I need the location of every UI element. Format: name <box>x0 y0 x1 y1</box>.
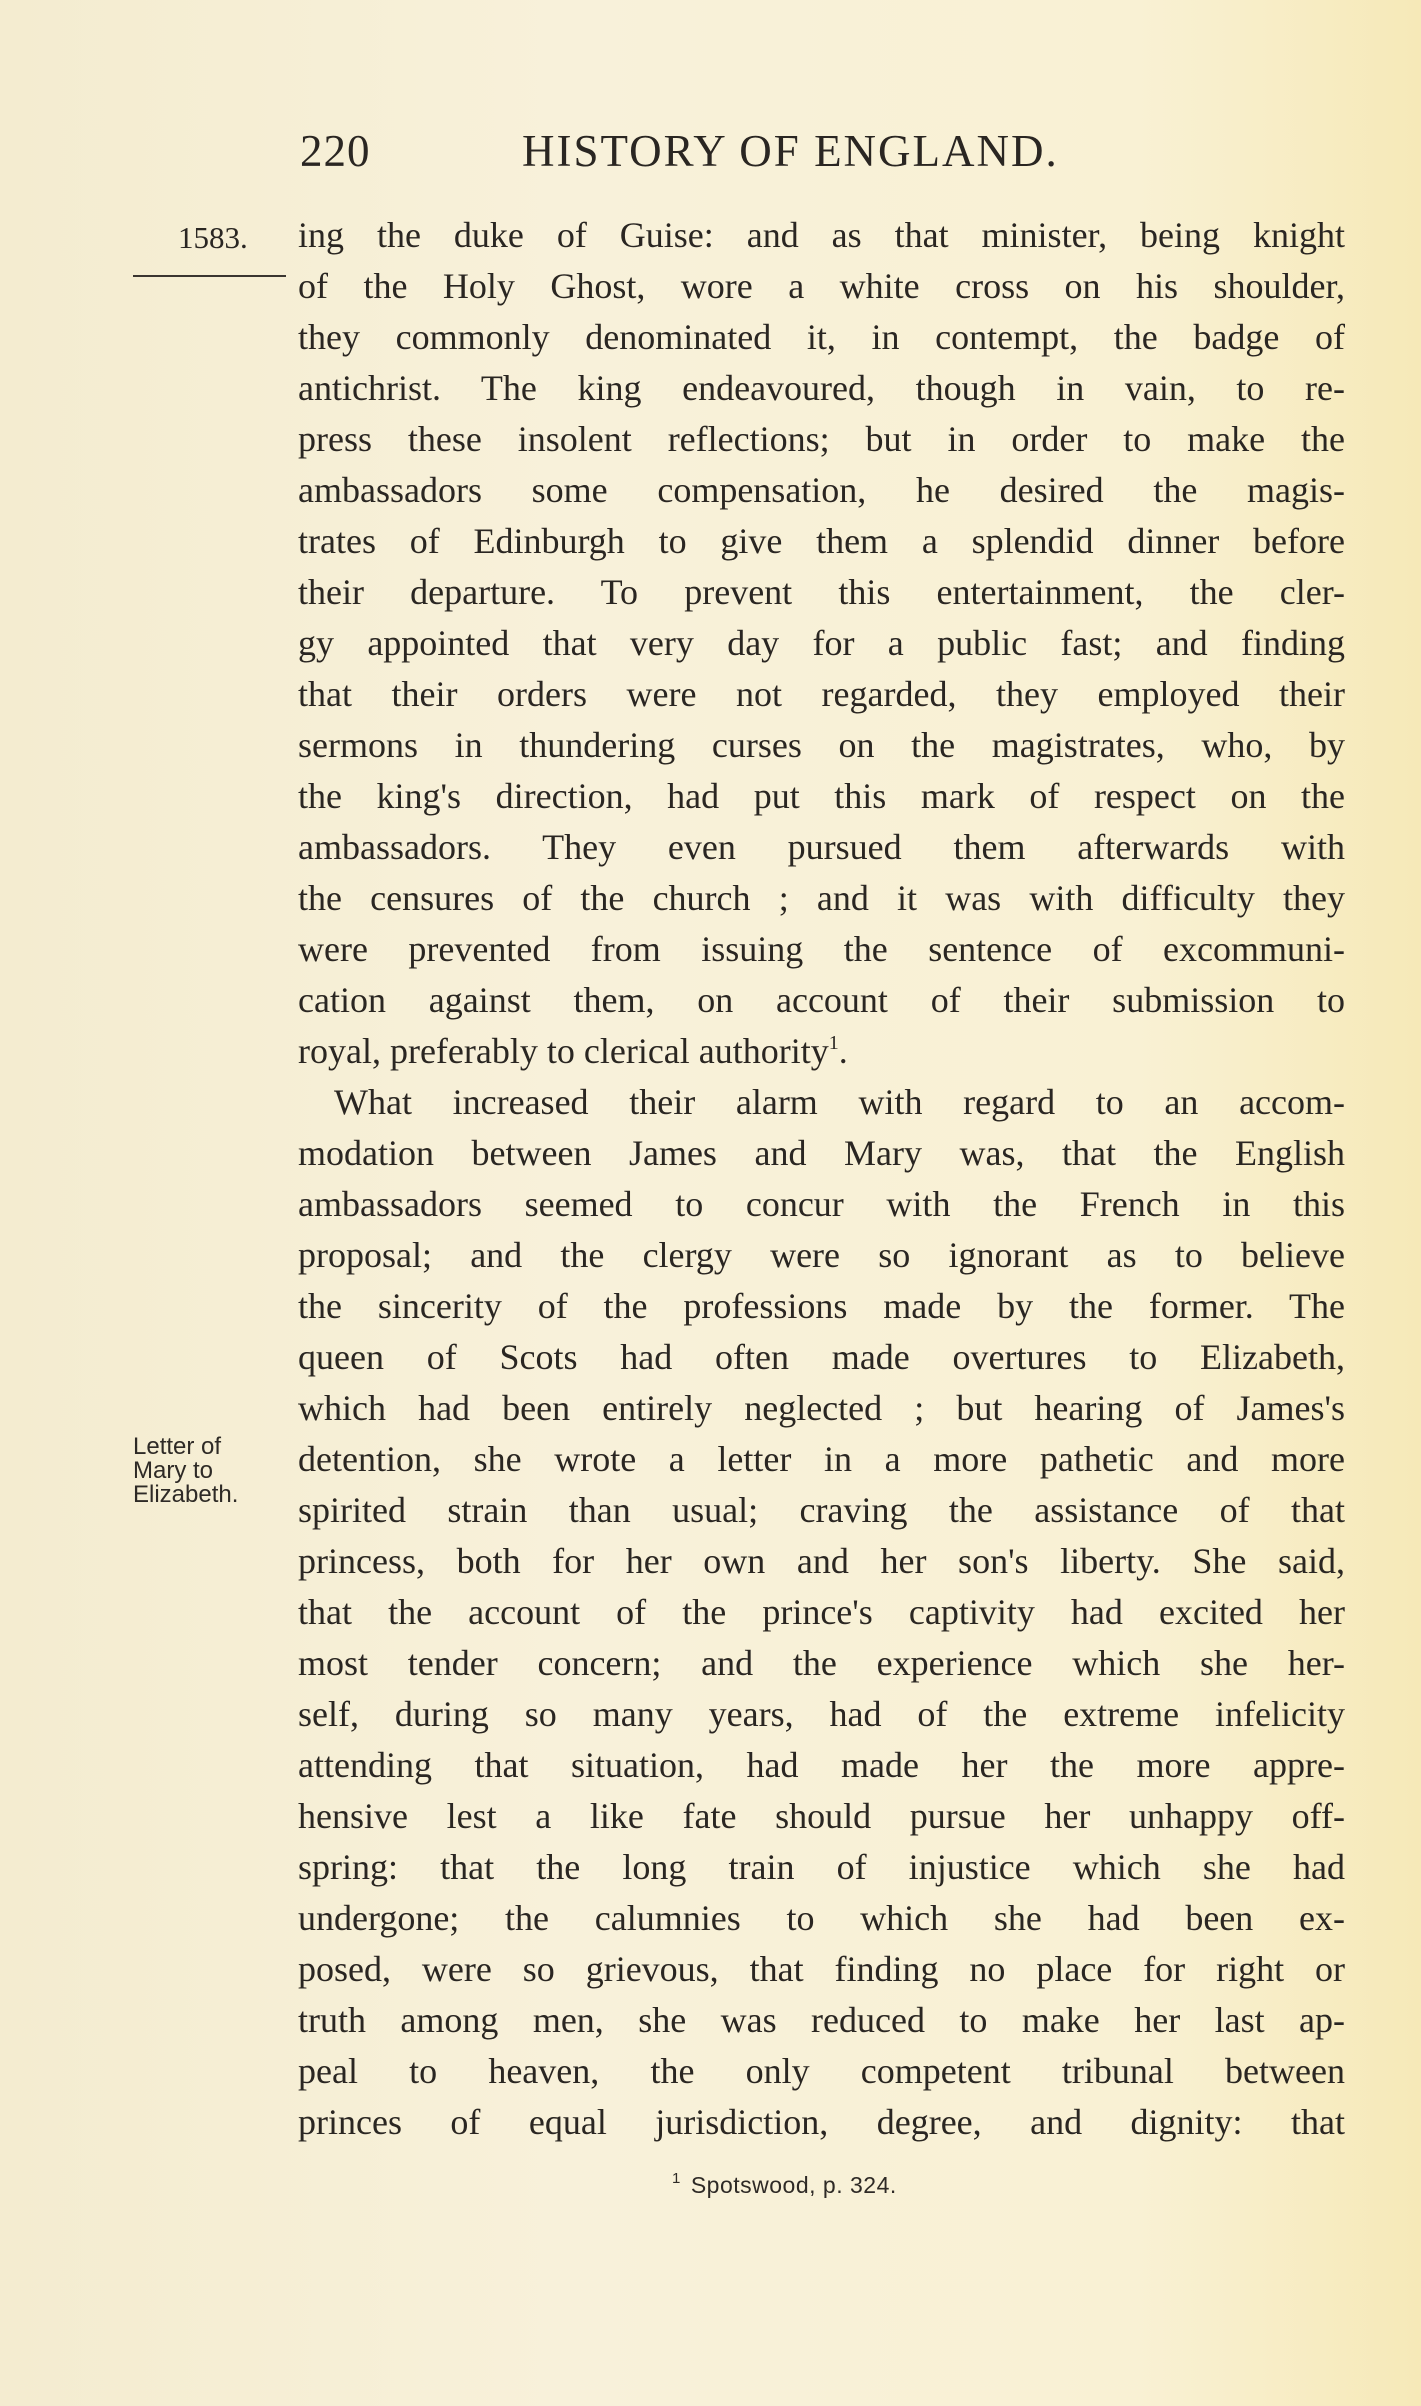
footnote-marker: 1 <box>672 2170 681 2187</box>
page-number: 220 <box>300 126 371 176</box>
text-line: their departure. To prevent this entertainment, the cler- <box>298 572 1345 612</box>
text-line: the sincerity of the professions made by the former. The <box>298 1286 1345 1326</box>
text-line: hensive lest a like fate should pursue her unhappy off- <box>298 1796 1345 1836</box>
text-line: that the account of the prince's captivity had excited her <box>298 1592 1345 1632</box>
text-line: truth among men, she was reduced to make her last ap- <box>298 2000 1345 2040</box>
footnote-text: Spotswood, p. 324. <box>690 2172 897 2198</box>
text-line: proposal; and the clergy were so ignorant as to believe <box>298 1235 1345 1275</box>
margin-year: 1583. <box>178 220 248 255</box>
text-line: peal to heaven, the only competent tribunal between <box>298 2051 1345 2091</box>
text-line: of the Holy Ghost, wore a white cross on his shoulder, <box>298 266 1345 306</box>
footnote-reference: 1 <box>828 1032 839 1054</box>
text-line: were prevented from issuing the sentence of excommuni- <box>298 929 1345 969</box>
text-line: spirited strain than usual; craving the assistance of that <box>298 1490 1345 1530</box>
text-line: sermons in thundering curses on the magistrates, who, by <box>298 725 1345 765</box>
text-line: detention, she wrote a letter in a more pathetic and more <box>298 1439 1345 1479</box>
running-header <box>300 125 1345 185</box>
text-line: trates of Edinburgh to give them a splendid dinner before <box>298 521 1345 561</box>
text-line: gy appointed that very day for a public fast; and finding <box>298 623 1345 663</box>
sidenote-line: Elizabeth. <box>133 1481 239 1508</box>
text-line: ambassadors some compensation, he desired the magis- <box>298 470 1345 510</box>
margin-sidenote <box>133 1435 293 1507</box>
text-line: self, during so many years, had of the extreme infelicity <box>298 1694 1345 1734</box>
text-line: the king's direction, had put this mark of respect on the <box>298 776 1345 816</box>
paragraph-end-period: . <box>838 1031 848 1071</box>
sidenote-line: Letter of <box>133 1433 222 1460</box>
text-line: which had been entirely neglected ; but hearing of James's <box>298 1388 1345 1428</box>
text-line: most tender concern; and the experience which she her- <box>298 1643 1345 1683</box>
text-line: they commonly denominated it, in contempt, the badge of <box>298 317 1345 357</box>
text-line: ing the duke of Guise: and as that minister, being knight <box>298 215 1345 255</box>
running-title: HISTORY OF ENGLAND. <box>522 126 1059 176</box>
margin-year-rule <box>133 275 286 277</box>
text-line: princes of equal jurisdiction, degree, and dignity: that <box>298 2102 1345 2142</box>
text-line: modation between James and Mary was, that the English <box>298 1133 1345 1173</box>
text-line: that their orders were not regarded, they employed their <box>298 674 1345 714</box>
text-line: undergone; the calumnies to which she had been ex- <box>298 1898 1345 1938</box>
sidenote-line: Mary to <box>133 1457 214 1484</box>
text-line: princess, both for her own and her son's liberty. She said, <box>298 1541 1345 1581</box>
footnote <box>672 2172 897 2199</box>
text-line: spring: that the long train of injustice which she had <box>298 1847 1345 1887</box>
text-line: posed, were so grievous, that finding no place for right or <box>298 1949 1345 1989</box>
text-line: attending that situation, had made her the more appre- <box>298 1745 1345 1785</box>
text-line: press these insolent reflections; but in order to make the <box>298 419 1345 459</box>
body-text <box>298 210 1345 2148</box>
text-line-with-footnote <box>298 1026 1345 1077</box>
paragraph-end-text: royal, preferably to clerical authority <box>298 1031 829 1071</box>
text-line: What increased their alarm with regard to an accom- <box>334 1082 1345 1122</box>
text-line: antichrist. The king endeavoured, though in vain, to re- <box>298 368 1345 408</box>
text-line: queen of Scots had often made overtures to Elizabeth, <box>298 1337 1345 1377</box>
text-line: ambassadors seemed to concur with the French in this <box>298 1184 1345 1224</box>
text-line: cation against them, on account of their submission to <box>298 980 1345 1020</box>
text-line: the censures of the church ; and it was with difficulty they <box>298 878 1345 918</box>
text-line: ambassadors. They even pursued them afterwards with <box>298 827 1345 867</box>
